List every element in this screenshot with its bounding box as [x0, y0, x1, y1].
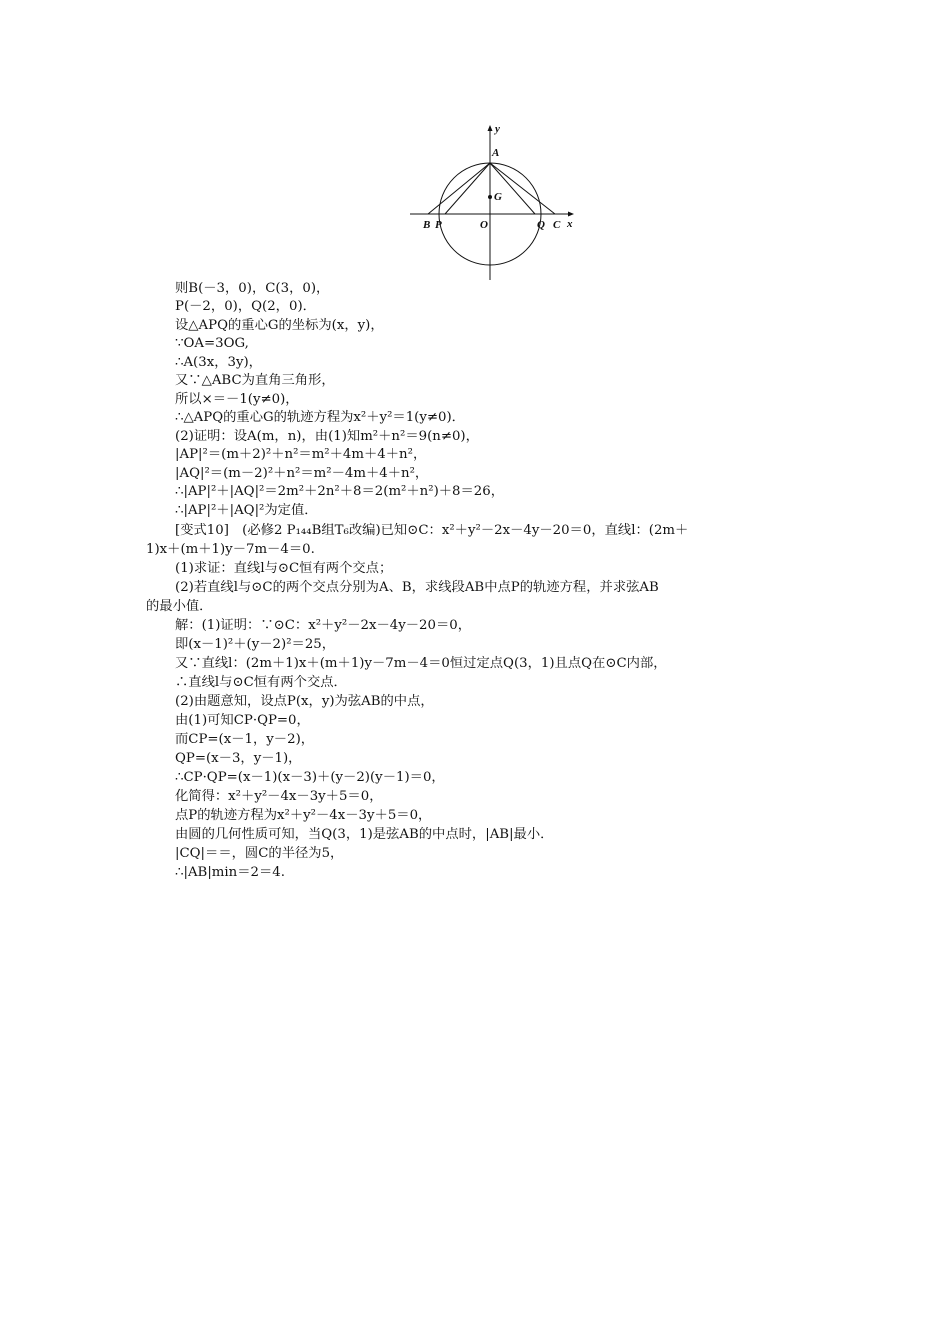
- text-line: ∴A(3x，3y)，: [175, 355, 262, 370]
- text-line: 所以×＝－1(y≠0)，: [175, 392, 299, 407]
- text-line: 又∵△ABC为直角三角形，: [175, 373, 335, 388]
- text-line: (2)若直线l与⊙C的两个交点分别为A、B，求线段AB中点P的轨迹方程，并求弦AB: [175, 580, 659, 595]
- text-line: 则B(－3，0)，C(3，0)，: [175, 281, 330, 296]
- text-line: 由圆的几何性质可知，当Q(3，1)是弦AB的中点时，|AB|最小．: [175, 827, 554, 842]
- label-A: A: [492, 147, 500, 159]
- variant-10-heading: [变式10] (必修2 P₁₄₄B组T₆改编)已知⊙C：x²＋y²－2x－4y－20＝0，直线l：(2m＋: [175, 523, 689, 538]
- text-line: 由(1)可知CP·QP=0，: [175, 713, 310, 728]
- text-line: (2)证明：设A(m，n)，由(1)知m²＋n²＝9(n≠0)，: [175, 429, 479, 444]
- segment-AC: [490, 163, 555, 214]
- text-line: (1)求证：直线l与⊙C恒有两个交点；: [175, 561, 393, 576]
- segment-AP: [445, 163, 490, 214]
- text-line: P(－2，0)，Q(2，0)．: [175, 299, 316, 314]
- label-B: B: [423, 219, 431, 231]
- text-line: ∴直线l与⊙C恒有两个交点．: [175, 675, 347, 690]
- text-line: 设△APQ的重心G的坐标为(x，y)，: [175, 318, 384, 333]
- text-line: ∵OA=3OG,: [175, 336, 249, 351]
- text-line: 化简得：x²＋y²－4x－3y＋5＝0，: [175, 789, 383, 804]
- text-line: 的最小值．: [146, 599, 213, 614]
- text-line: 又∵直线l：(2m＋1)x＋(m＋1)y－7m－4＝0恒过定点Q(3，1)且点Q在⊙C内部，: [175, 656, 667, 671]
- coordinate-diagram: [405, 120, 580, 285]
- text-line: |AQ|²＝(m－2)²＋n²＝m²－4m＋4＋n²，: [175, 466, 429, 481]
- label-Q: Q: [537, 219, 545, 231]
- x-axis-arrow: [568, 212, 574, 217]
- geometry-figure: [405, 120, 580, 285]
- segment-AB: [428, 163, 490, 214]
- text-line: ∴△APQ的重心G的轨迹方程为x²＋y²＝1(y≠0)．: [175, 410, 465, 425]
- y-axis-arrow: [488, 125, 493, 131]
- text-line: 点P的轨迹方程为x²＋y²－4x－3y＋5＝0，: [175, 808, 432, 823]
- text-line: 1)x＋(m＋1)y－7m－4＝0.: [146, 542, 315, 557]
- label-O: O: [480, 219, 488, 231]
- text-line: ∴|AP|²＋|AQ|²＝2m²＋2n²＋8＝2(m²＋n²)＋8＝26，: [175, 484, 505, 499]
- label-G: G: [494, 191, 502, 203]
- text-line: 即(x－1)²＋(y－2)²＝25，: [175, 637, 336, 652]
- text-line: |AP|²＝(m＋2)²＋n²＝m²＋4m＋4＋n²，: [175, 447, 427, 462]
- label-C: C: [553, 219, 561, 231]
- x-axis-label: x: [567, 218, 573, 230]
- segment-AQ: [490, 163, 535, 214]
- text-line: ∴CP·QP=(x－1)(x－3)＋(y－2)(y－1)＝0，: [175, 770, 445, 785]
- text-line: |CQ|＝＝，圆C的半径为5，: [175, 846, 344, 861]
- text-line: ∴|AB|min＝2＝4.: [175, 865, 285, 880]
- text-line: ∴|AP|²＋|AQ|²为定值．: [175, 503, 318, 518]
- centroid-point: [488, 195, 492, 199]
- text-line: (2)由题意知，设点P(x，y)为弦AB的中点，: [175, 694, 434, 709]
- y-axis-label: y: [495, 123, 500, 135]
- text-line: 解：(1)证明：∵⊙C：x²＋y²－2x－4y－20＝0，: [175, 618, 471, 633]
- label-P: P: [435, 219, 442, 231]
- text-line: 而CP=(x－1，y－2)，: [175, 732, 315, 747]
- text-line: QP=(x－3，y－1)，: [175, 751, 302, 766]
